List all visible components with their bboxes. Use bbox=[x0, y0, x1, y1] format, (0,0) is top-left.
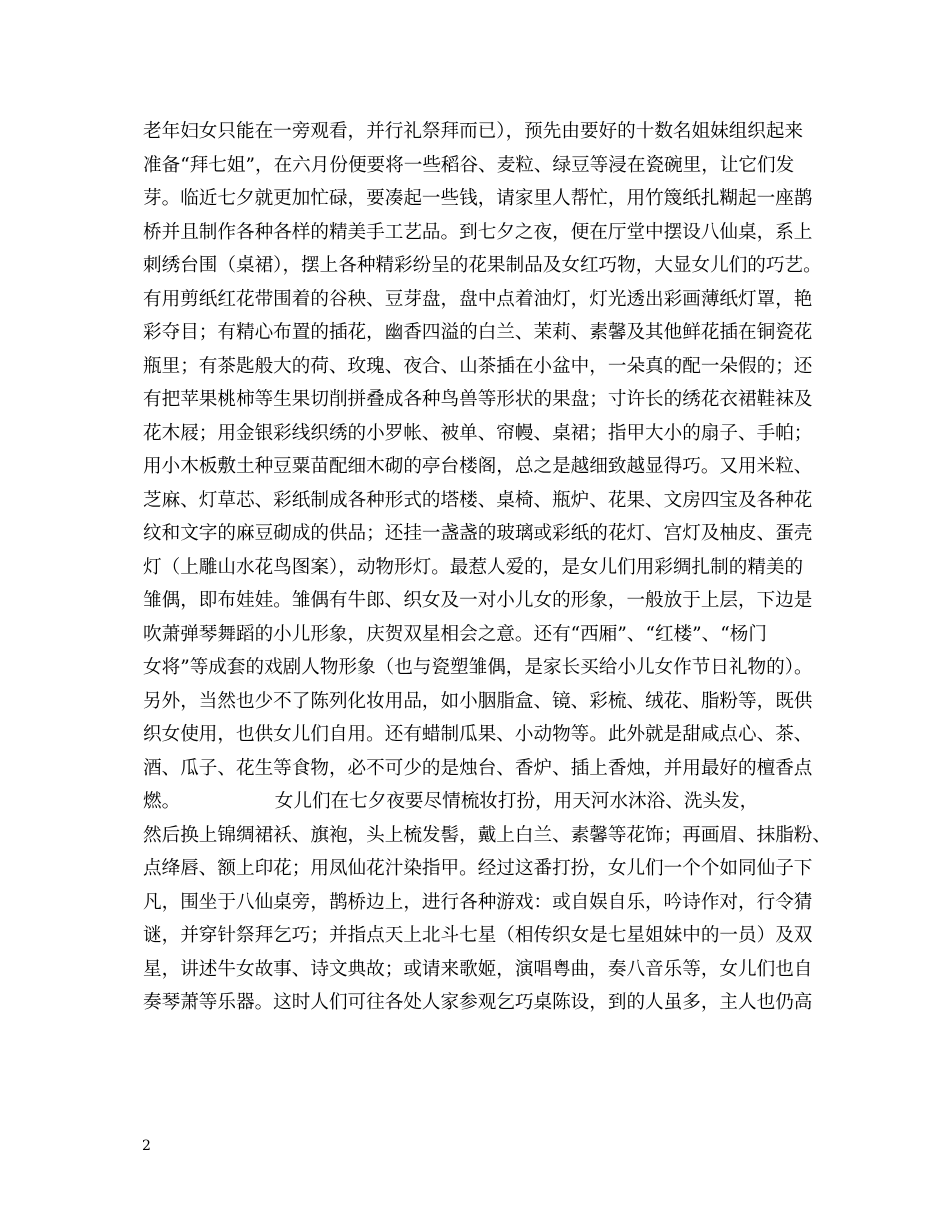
text-line: 凡，围坐于八仙桌旁，鹊桥边上，进行各种游戏：或自娱自乐，吟诗作对，行令猜 bbox=[143, 891, 813, 913]
text-line: 酒、瓜子、花生等食物，必不可少的是烛台、香炉、插上香烛，并用最好的檀香点 bbox=[143, 757, 813, 779]
text-line: 刺绣台围（桌裙），摆上各种精彩纷呈的花果制品及女红巧物，大显女儿们的巧艺。 bbox=[143, 255, 822, 276]
text-line: 女将”等成套的戏剧人物形象（也与瓷塑雏偶，是家长买给小儿女作节日礼物的）。 bbox=[143, 657, 813, 678]
text-line: 芝麻、灯草芯、彩纸制成各种形式的塔楼、桌椅、瓶炉、花果、文房四宝及各种花 bbox=[143, 489, 813, 511]
body-text bbox=[143, 115, 833, 1020]
page-number: 2 bbox=[142, 1138, 151, 1154]
text-line: 然后换上锦绸裙袄、旗袍，头上梳发髻，戴上白兰、素馨等花饰；再画眉、抹脂粉、 bbox=[143, 824, 831, 846]
text-line: 有把苹果桃柿等生果切削拼叠成各种鸟兽等形状的果盘；寸许长的绣花衣裙鞋袜及 bbox=[143, 389, 813, 410]
text-line: 另外，当然也少不了陈列化妆用品，如小胭脂盒、镜、彩梳、绒花、脂粉等，既供 bbox=[143, 690, 813, 712]
text-line: 星，讲述牛女故事、诗文典故；或请来歌姬，演唱粤曲，奏八音乐等，女儿们也自 bbox=[143, 958, 813, 980]
text-line: 桥并且制作各种各样的精美手工艺品。到七夕之夜，便在厅堂中摆设八仙桌，系上 bbox=[143, 221, 813, 243]
text-line: 燃。 女儿们在七夕夜要尽情梳妆打扮，用天河水沐浴、洗头发， bbox=[143, 791, 759, 812]
text-line: 花木屐；用金银彩线织绣的小罗帐、被单、帘幔、桌裙；指甲大小的扇子、手帕； bbox=[143, 422, 813, 444]
text-line: 奏琴萧等乐器。这时人们可往各处人家参观乞巧桌陈设，到的人虽多，主人也仍高 bbox=[143, 992, 813, 1013]
text-line: 吹萧弹琴舞蹈的小儿形象，庆贺双星相会之意。还有“西厢”、“红楼”、“杨门 bbox=[143, 623, 767, 645]
text-line: 用小木板敷土种豆粟苗配细木砌的亭台楼阁，总之是越细致越显得巧。又用米粒、 bbox=[143, 456, 813, 477]
text-line: 纹和文字的麻豆砌成的供品；还挂一盏盏的玻璃或彩纸的花灯、宫灯及柚皮、蛋壳 bbox=[143, 523, 813, 544]
text-line: 芽。临近七夕就更加忙碌，要凑起一些钱，请家里人帮忙，用竹篾纸扎糊起一座鹊 bbox=[143, 188, 813, 209]
text-line: 瓶里；有茶匙般大的荷、玫瑰、夜合、山茶插在小盆中，一朵真的配一朵假的；还 bbox=[143, 355, 813, 377]
text-line: 点绛唇、额上印花；用凤仙花汁染指甲。经过这番打扮，女儿们一个个如同仙子下 bbox=[143, 858, 813, 879]
text-line: 彩夺目；有精心布置的插花，幽香四溢的白兰、茉莉、素馨及其他鲜花插在铜瓷花 bbox=[143, 322, 813, 343]
text-line: 织女使用，也供女儿们自用。还有蜡制瓜果、小动物等。此外就是甜咸点心、茶、 bbox=[143, 724, 813, 745]
text-line: 雏偶，即布娃娃。雏偶有牛郎、织女及一对小儿女的形象，一般放于上层，下边是 bbox=[143, 590, 813, 611]
text-line: 有用剪纸红花带围着的谷秧、豆芽盘，盘中点着油灯，灯光透出彩画薄纸灯罩，艳 bbox=[143, 288, 813, 310]
text-line: 老年妇女只能在一旁观看，并行礼祭拜而已），预先由要好的十数名姐妹组织起来 bbox=[143, 121, 804, 142]
text-line: 准备“拜七姐”，在六月份便要将一些稻谷、麦粒、绿豆等浸在瓷碗里，让它们发 bbox=[143, 154, 795, 176]
text-line: 灯（上雕山水花鸟图案），动物形灯。最惹人爱的，是女儿们用彩绸扎制的精美的 bbox=[143, 556, 804, 578]
text-line: 谜，并穿针祭拜乞巧；并指点天上北斗七星（相传织女是七星姐妹中的一员）及双 bbox=[143, 925, 813, 946]
